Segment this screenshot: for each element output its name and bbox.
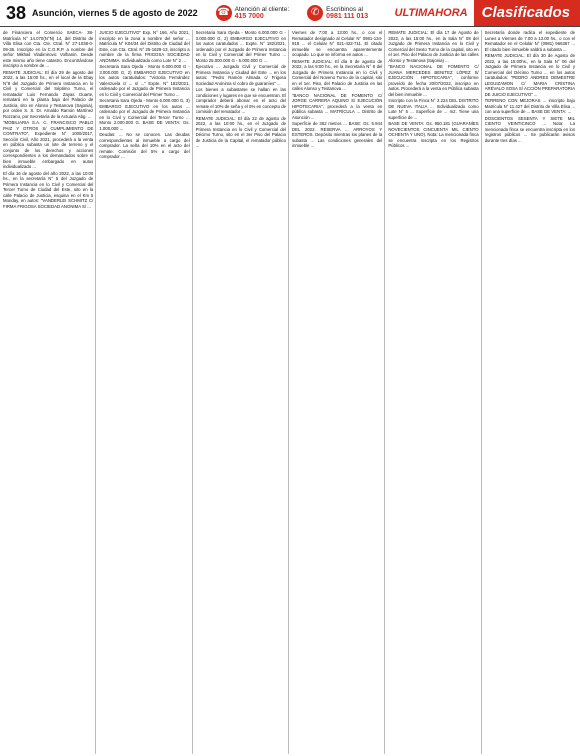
- section-brand: [389, 0, 580, 26]
- legal-notice-text: BASE DE VENTA: Gs. 950.181 (GUARANÍES NOVECIENTOS CINCUENTA MIL CIENTO OCHENTA Y UNO). Nota: La mencionada finca se encuentra inscripta en los Registros Públicos ...: [388, 121, 479, 148]
- legal-notice-text: REMATE JUDICIAL: El día 8 de agosto de 2022, a las 9:00 hs., en la Secretaría N° 8 del Juzgado de Primera Instancia en lo Civil y Comercial del Noveno Turno de la capital, sito en el 1er. Piso, del Palacio de Justicia en las calles Alonso y Testanova ...: [291, 58, 383, 91]
- legal-notice-text: Ejecutivo ... Juzgado Civil y Comercial de Primera Instancia y Ciudad del Este ... en los autos: "Pedro Ramón Almada c/ Frigosa Sociedad Anónima s/ cobro de guaraníes" ...: [195, 64, 286, 86]
- contact-phone: 415 7000: [234, 13, 264, 20]
- legal-notice-text: Deudas: ... No se conocen. Las deudas correspondientes al inmueble a cargo del comprador. La seña del 10% en el acto del remate. Comisión del 5% a cargo del comprador ...: [99, 132, 190, 159]
- page-number: 38: [6, 2, 27, 23]
- contact-phone-label: Atención al cliente:: [234, 6, 290, 13]
- brand-logo: ULTIMAHORA: [394, 7, 468, 19]
- legal-notice-text: REMATE JUDICIAL: El día 29 de agosto del 2022, a las 16:00 hs., en el local de la Ebay N°8 del Juzgado de Primera Instancia en lo Civil y Comercial del Séptimo Turno, el rematador Luis Fernando Zayas Duarte, rematará en la planta baja del Palacio de Justicia, sito en Alonso y Testanova (Sajonia), por orden S. S. Dr. Arnaldo Ramón Martínez Rozzano, por Secretaría de la Actuaria Abg. ...: [3, 69, 94, 119]
- legal-notice-text: "BANCO NACIONAL DE FOMENTO C/ JUANA MERCEDES BENITEZ LÓPEZ S/ EJECUCIÓN HIPOTECARIA", conforme proveído de fecha 20/07/2022, inscripto en autos. Procederá a la venta en Pública subasta del bien inmueble ...: [388, 64, 479, 97]
- legal-notice-text: Secretaria Sara Ojeda - Monto 6.000.000 G - 3.000.000 G, 2) EMBARGO EJECUTIVO en los autos caratulados: "Victoria Fernández Valenzuela c/ ... s/ ..." Expte. N° 182/2021, ordenado por el Juzgado de Primera Instancia en lo Civil y Comercial del Primer Turno ...: [99, 64, 190, 97]
- contact-email-label: Escribinos al: [326, 6, 364, 13]
- legal-notice-text: JUICIO EJECUTIVO" Exp. N° 166, Año 2021, inscripto en la zona a nombre del señor ... Matrícula N° K04/34 del Distrito de Ciudad del Este, con Cta. Ctral. N° 25-1629-13, inscripto a nombre de la firma FRIGOSA SOCIEDAD ANÓNIMA. Individualizado como Lote N° 2 ...: [99, 30, 190, 63]
- legal-notice-text: Inscripto con la Finca N° 2.224 DEL DISTRITO DE NUEVA ITALIA ... Individualizado como Lote N° 5 ... Superficie de ... m2. Tiene una superficie de ...: [388, 98, 479, 120]
- legal-notice-text: REMATE JUDICIAL: El día 22 de agosto de 2022, a las 10:00 hs., en el Juzgado de Primera Instancia en lo Civil y Comercial del Décimo Turno, sito en el 3er Piso del Palacio de Justicia de la Capital, el rematador público ...: [195, 115, 286, 148]
- classifieds-column: [3, 30, 96, 754]
- customer-service-contact: [216, 5, 290, 21]
- legal-notice-text: REMATE JUDICIAL: El día 30 de Agosto de 2022, a las 15:00hs., en la Sala N° 06 del Juzgado de Primera Instancia en lo Civil y Comercial del Décimo Turno ... en los autos caratulados: "PEDRO ANDRES DEMESTRE LEGUIZAMON C/ MARIA CRISTINA ARÉVALO SOSA S/ ACCIÓN PREPARATORIA DE JUICIO EJECUTIVO" ...: [484, 53, 575, 97]
- legal-notice-text: DOSCIENTOS SESENTA Y SIETE MIL CIENTO VEINTICINCO ... Nota: La mencionada finca se encuentra inscripta en los registros públicos ... Se publicarán avisos durante tres días ...: [484, 115, 575, 143]
- phone-icon: ☎: [216, 5, 232, 21]
- classifieds-column: [388, 30, 481, 754]
- whatsapp-icon: ✆: [307, 5, 323, 21]
- legal-notice-text: Los bienes a subastarse se hallan en las condiciones y lugares en que se encuentran. El comprador deberá abonar en el acto del remate el 10% de seña y el 5% en concepto de comisión del rematador ...: [195, 87, 286, 114]
- legal-notice-text: Secretaria Sara Ojeda - Monto 6.000.000 G, 3) EMBARGO EJECUTIVO en los autos ... ordenado por el Juzgado de Primera Instancia en lo Civil y Comercial del Tercer Turno ... Monto 2.000.000 G. BASE DE VENTA: Gs. 1.000.000 ...: [99, 98, 190, 131]
- legal-notice-text: Viernes de 7:00 a 13:00 hs., o con el Rematador designado al Celular N° 0981-134-918 ... el Celular N° 021-422-711. El citado inmueble se encuentra aparentemente ocupado. Lo que se informa en autos ...: [291, 30, 383, 57]
- classifieds-column: [292, 30, 385, 754]
- legal-notice-text: Secretaría donde radica el expediente de Lunes a Viernes de 7.00 a 13.00 hs., o con el Rematador en el Celular N° (0981) 966367 ... El citado bien inmueble saldrá a subasta ...: [484, 30, 575, 52]
- classifieds-column: [485, 30, 577, 754]
- date-line: Asunción, viernes 5 de agosto de 2022: [32, 8, 198, 18]
- legal-notice-text: REMATE JUDICIAL: El día 17 de Agosto de 2022, a las 15:00 hs., en la Sala N° 08 del Juzgado de Primera Instancia en lo Civil y Comercial del Sexto Turno de la capital, sito en el 1er. Piso del Palacio de Justicia de las calles Alonso y Testanova (Sajonia) ...: [388, 30, 479, 63]
- classifieds-columns: [3, 30, 577, 754]
- legal-notice-text: "BANCO NACIONAL DE FOMENTO C/ JORGE CARRERA AQUINO S/ EJECUCIÓN HIPOTECARIA", procederá a la venta en pública subasta ... MATRÍCULA ... Distrito de Asunción ...: [291, 92, 383, 120]
- contact-email: 0981 111 013: [326, 13, 369, 20]
- section-title: Clasificados: [474, 0, 580, 26]
- legal-notice-text: El día 16 de agosto del año 2022, a las 10:00 hs., en la secretaría N° 5 del Juzgado de Primera Instancia en lo Civil y Comercial del Tercer Turno de Ciudad del Este, sito en la calle Palacio de Justicia, esquina en el Km 5 Monday, en autos: "VANDERLEI SCHMITZ C/ FIRMA FRIGOSA SOCIEDAD ANONIMA S/ ...: [3, 170, 94, 209]
- page-header: [0, 0, 580, 27]
- legal-notice-text: "MOBILIARIA S.A. C. FRANCISCO PABLO PAIZ Y OTROS S/ CUMPLIMIENTO DE CONTRATO", Expediente N° 1000/2017, Sección Civil, Año 2021, procederá a la venta en pública subasta un lote de terreno y el conjunto de los derechos y acciones correspondientes a los demandados sobre el bien inmueble embargado en autos individualizado ...: [3, 120, 94, 169]
- whatsapp-contact: [307, 5, 368, 21]
- legal-notice-text: de Financiera el Comercio SAECA- 38-Matrícula N° 14.070(N°N) 14, del Distrito de Villa Elisa con Cta. Cte. Ctral. N° 27-1038-0-09-36. Inscripto en la C.G.R.P. a nombre del señor Mikhail Vladimirovic Volhanin. Desde este mismo año tiene catastro. Encontrándose inscripto a nombre de ...: [3, 30, 94, 68]
- classifieds-column: [99, 30, 192, 754]
- legal-notice-text: TERRENO CON MEJORAS ... inscripto bajo Matrícula N° 11.427 del Distrito de Villa Elisa ... con una superficie de ... BASE DE VENTA: ...: [484, 98, 575, 114]
- legal-notice-text: Secretaria Sara Ojeda - Monto 6.000.000 G - 3.000.000 G, 2) EMBARGO EJECUTIVO en los autos caratulados ... Expte. N° 182/2021, ordenado por el Juzgado de Primera Instancia en lo Civil y Comercial del Primer Turno ... Monto 25.000.000 G - 5.000.000 G ...: [195, 30, 286, 63]
- classifieds-column: [196, 30, 289, 754]
- legal-notice-text: Superficie de 362 metros ... BASE: Gs. 5.944 DEL 2022. RESERVA ... ARROYOS Y ESTEROS. Depósito mientras los planes de la subasta ... Las condiciones generales del inmueble ...: [291, 121, 383, 148]
